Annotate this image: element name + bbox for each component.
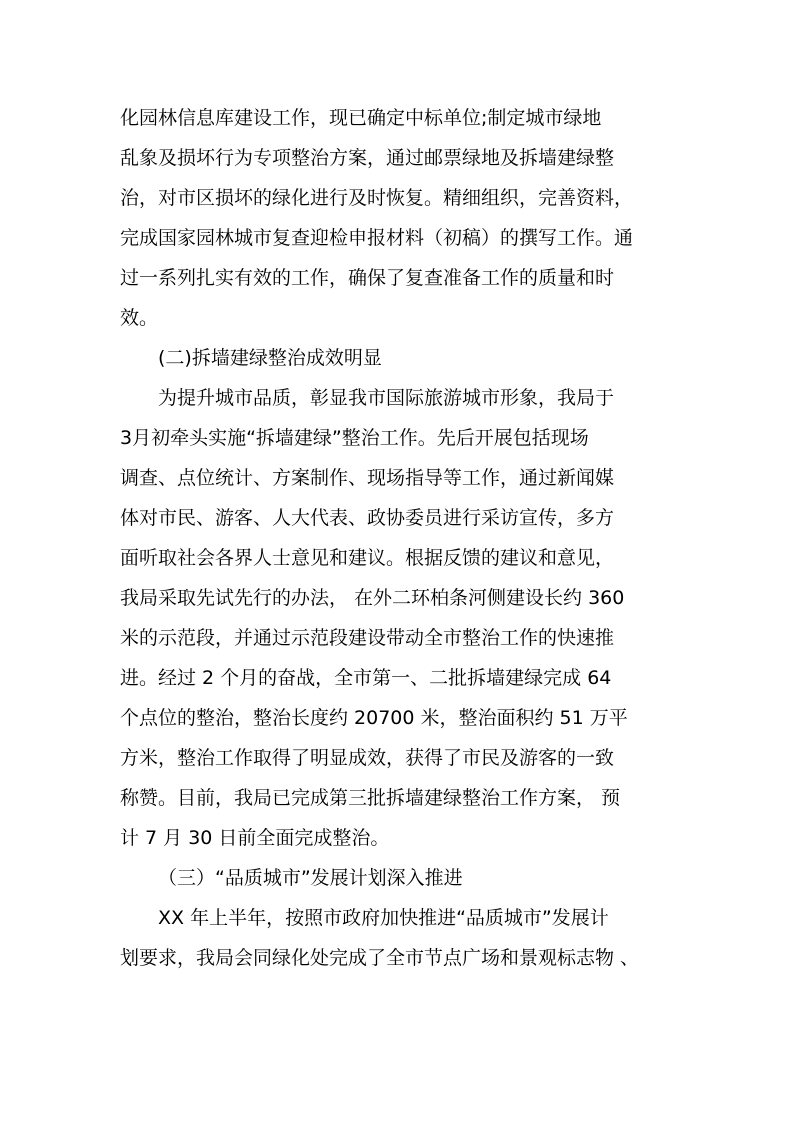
text-line: 完成国家园林城市复查迎检申报材料（初稿）的撰写工作。通 <box>120 227 634 249</box>
text-line: 方米，整治工作取得了明显成效，获得了市民及游客的一致 <box>120 747 615 769</box>
text-line: 米的示范段，并通过示范段建设带动全市整治工作的快速推 <box>120 627 615 649</box>
body-text <box>120 98 680 978</box>
text-line: 过一系列扎实有效的工作，确保了复查准备工作的质量和时 <box>120 267 615 289</box>
text-line: 个点位的整治，整治长度约 20700 米，整治面积约 51 万平 <box>120 707 628 729</box>
text-line: 划要求，我局会同绿化处完成了全市节点广场和景观标志物 、 <box>120 947 640 969</box>
text-line: 3月初牵头实施“拆墙建绿”整治工作。先后开展包括现场 <box>120 427 589 449</box>
section-heading: (二)拆墙建绿整治成效明显 <box>158 347 382 369</box>
text-line: 乱象及损坏行为专项整治方案，通过邮票绿地及拆墙建绿整 <box>120 147 615 169</box>
text-line: 效。 <box>120 307 159 329</box>
text-line: 称赞。目前，我局已完成第三批拆墙建绿整治工作方案， 预 <box>120 787 621 809</box>
text-line: 化园林信息库建设工作，现已确定中标单位;制定城市绿地 <box>120 107 602 129</box>
text-line: 我局采取先试先行的办法， 在外二环柏条河侧建设长约 360 <box>120 587 625 609</box>
text-line: 为提升城市品质，彰显我市国际旅游城市形象，我局于 <box>158 387 615 409</box>
section-heading: （三）“品质城市”发展计划深入推进 <box>158 867 463 889</box>
text-line: 进。经过 2 个月的奋战，全市第一、二批拆墙建绿完成 64 <box>120 667 612 689</box>
text-line: 体对市民、游客、人大代表、政协委员进行采访宣传，多方 <box>120 507 615 529</box>
text-line: 面听取社会各界人士意见和建议。根据反馈的建议和意见， <box>120 547 615 569</box>
text-line: 治，对市区损坏的绿化进行及时恢复。精细组织，完善资料， <box>120 187 634 209</box>
text-line: 调查、点位统计、方案制作、现场指导等工作，通过新闻媒 <box>120 467 615 489</box>
text-line: 计 7 月 30 日前全面完成整治。 <box>120 827 390 849</box>
text-line: XX 年上半年，按照市政府加快推进“品质城市”发展计 <box>158 907 609 929</box>
